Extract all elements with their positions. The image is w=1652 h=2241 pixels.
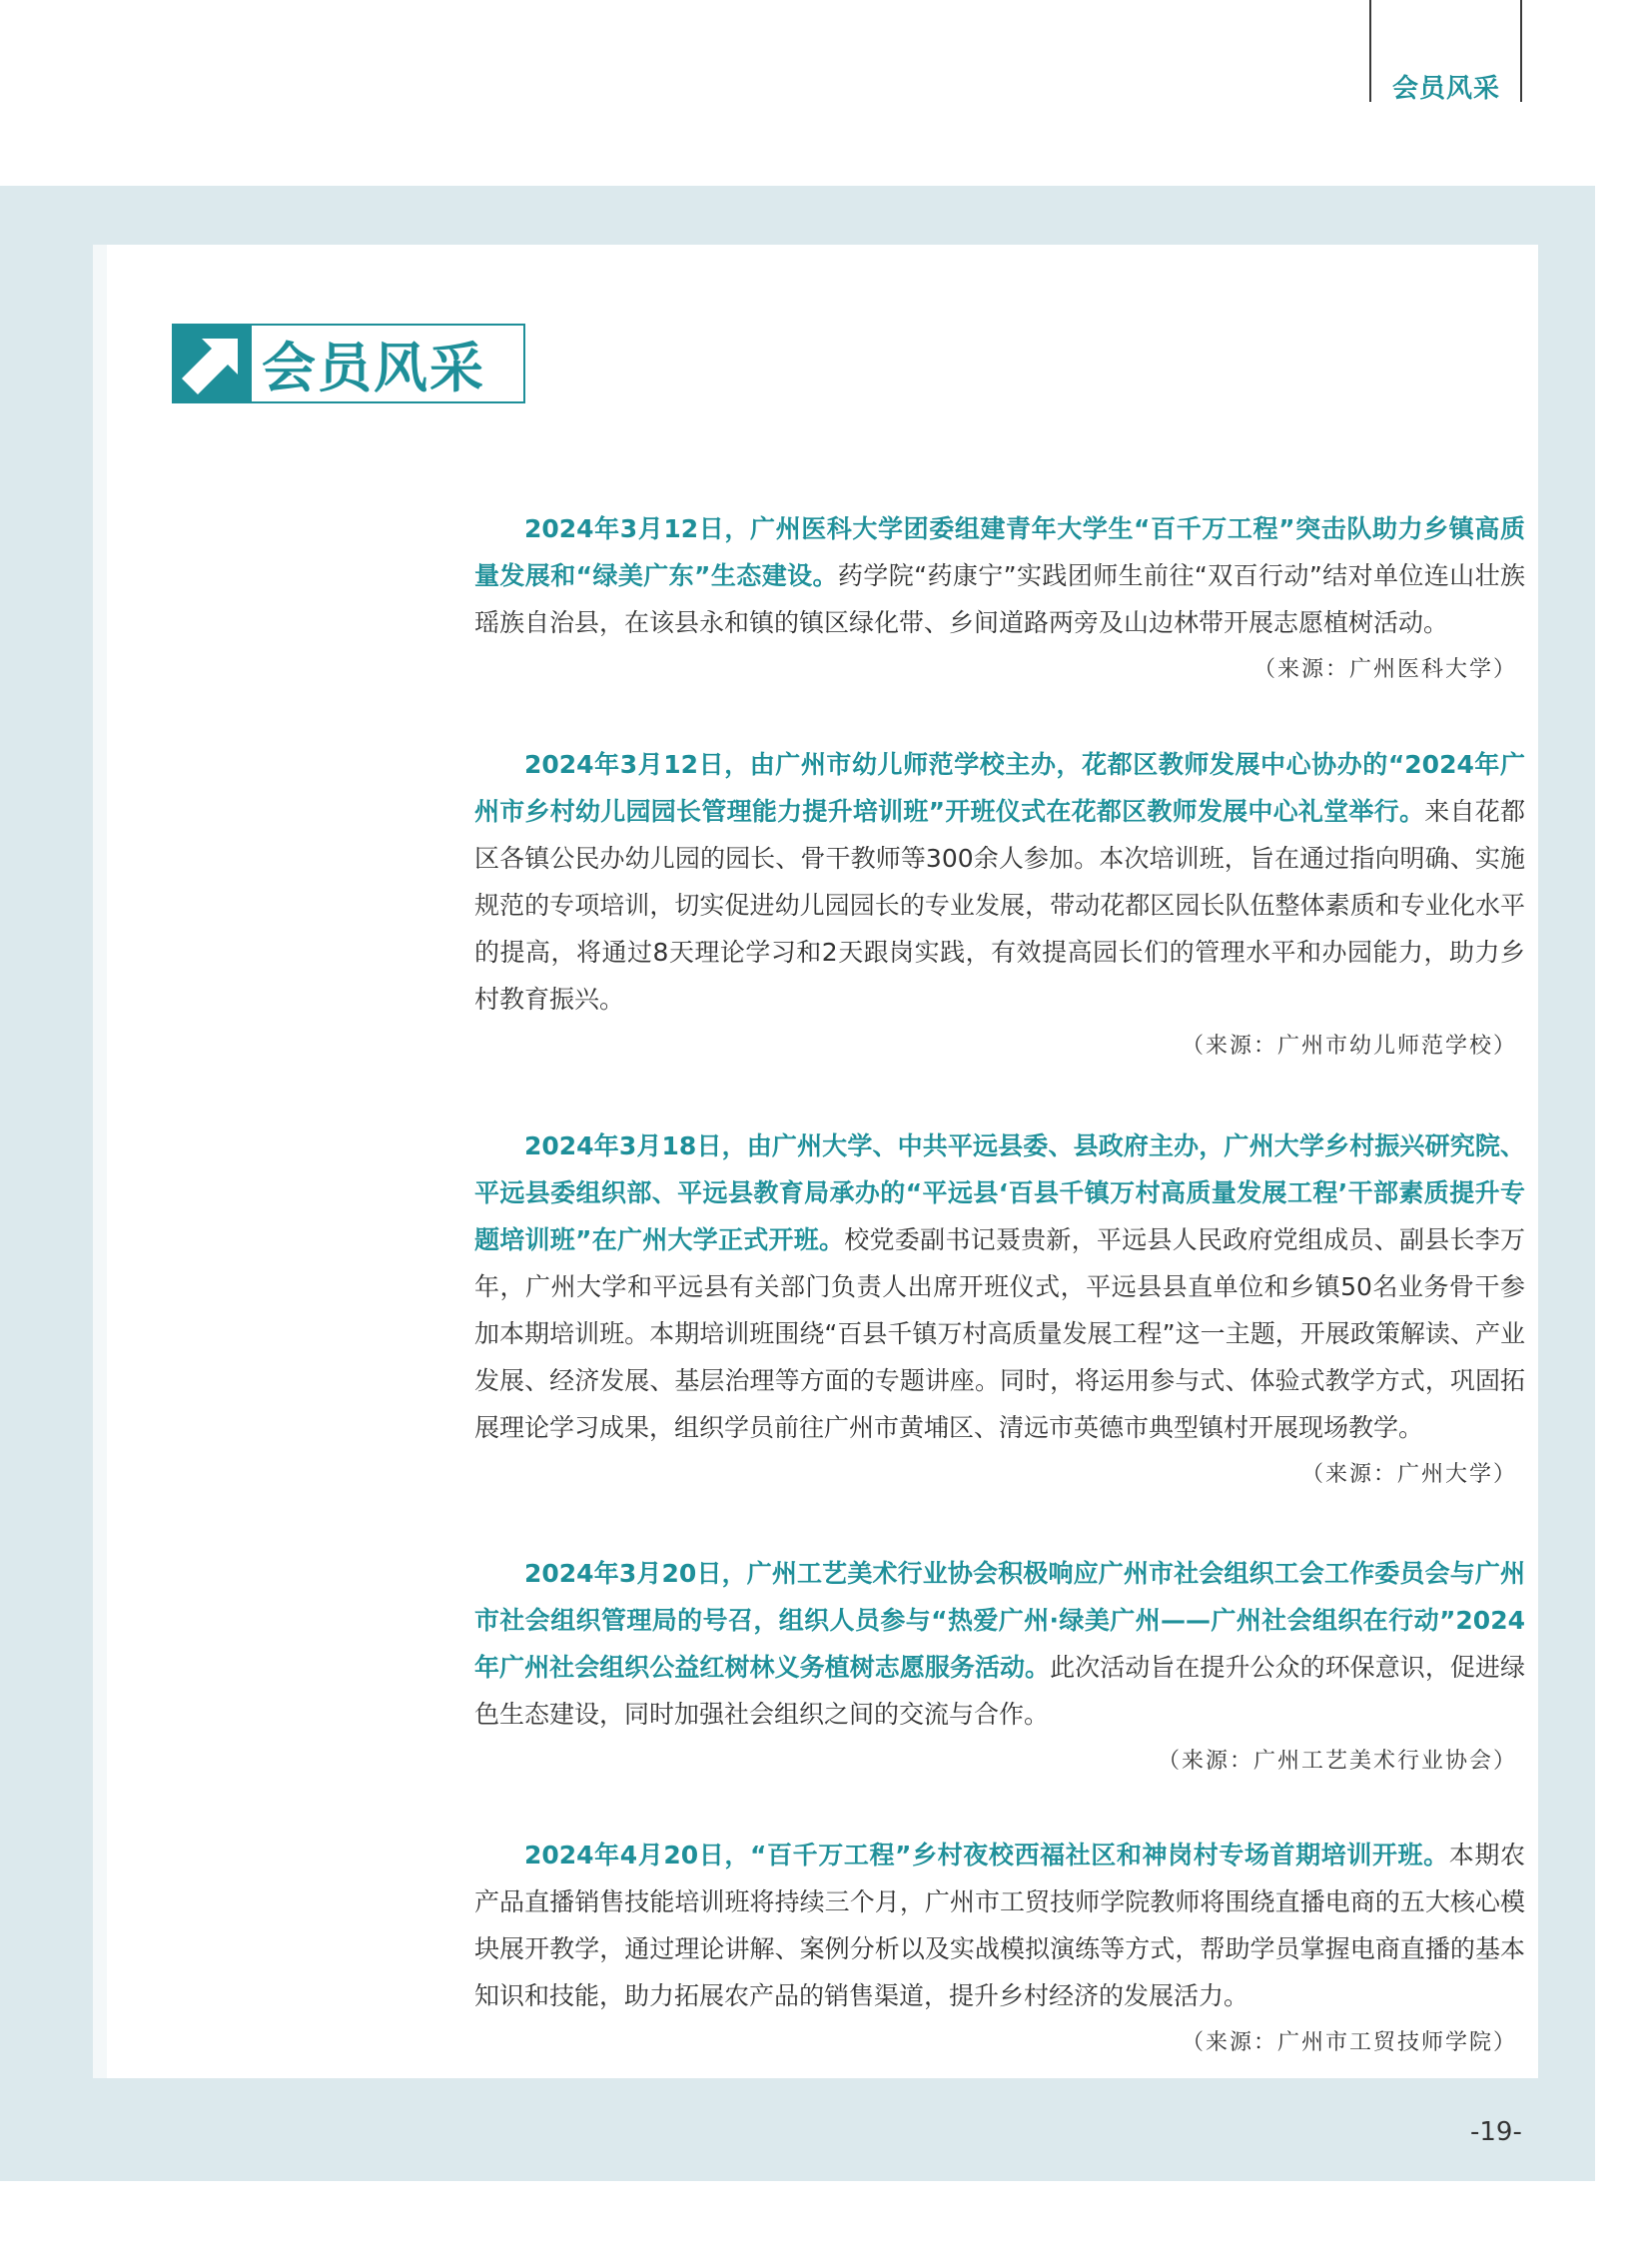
- news-item-source: （来源：广州工艺美术行业协会）: [1157, 1749, 1517, 1774]
- news-item-body: 本期农产品直播销售技能培训班将持续三个月，广州市工贸技师学院教师将围绕直播电商的五大核心模块展开教学，通过理论讲解、案例分析以及实战模拟演练等方式，帮助学员掌握电商直播的基本知识和技能，助力拓展农产品的销售渠道，提升乡村经济的发展活力。: [474, 1841, 1525, 2010]
- news-item-source: （来源：广州市工贸技师学院）: [1181, 2030, 1517, 2055]
- panel-left-strip: [93, 245, 107, 2078]
- news-item-body: 来自花都区各镇公民办幼儿园的园长、骨干教师等300余人参加。本次培训班，旨在通过指向明确、实施规范的专项培训，切实促进幼儿园园长的专业发展，带动花都区园长队伍整体素质和专业化水平的提高，将通过8天理论学习和2天跟岗实践，有效提高园长们的管理水平和办园能力，助力乡村教育振兴。: [474, 797, 1525, 1014]
- header-divider-left: [1369, 0, 1371, 102]
- news-item-headline: 2024年3月20日，广州工艺美术行业协会积极响应广州市社会组织工会工作委员会与广州市社会组织管理局的号召，组织人员参与“热爱广州·绿美广州——广州社会组织在行动”2024年广州社会组织公益红树林义务植树志愿服务活动。: [474, 1559, 1525, 1682]
- news-item-4: [474, 1550, 1525, 1782]
- section-tag: [172, 324, 525, 403]
- news-item-text: [474, 741, 1525, 1023]
- news-item-1: [474, 505, 1525, 690]
- news-item-2: [474, 741, 1525, 1067]
- news-item-text: [474, 505, 1525, 646]
- news-item-body: 药学院“药康宁”实践团师生前往“双百行动”结对单位连山壮族瑶族自治县，在该县永和镇的镇区绿化带、乡间道路两旁及山边林带开展志愿植树活动。: [474, 561, 1525, 637]
- news-item-text: [474, 1832, 1525, 2019]
- news-item-headline: 2024年3月12日，由广州市幼儿师范学校主办，花都区教师发展中心协办的“2024年广州市乡村幼儿园园长管理能力提升培训班”开班仪式在花都区教师发展中心礼堂举行。: [474, 750, 1525, 826]
- header-section-title: 会员风采: [1391, 74, 1500, 104]
- news-item-5: [474, 1832, 1525, 2063]
- news-item-text: [474, 1550, 1525, 1738]
- news-item-source: （来源：广州大学）: [1300, 1462, 1517, 1487]
- news-item-source: （来源：广州市幼儿师范学校）: [1181, 1034, 1517, 1059]
- section-tag-label: 会员风采: [262, 336, 485, 399]
- news-item-headline: 2024年3月12日，广州医科大学团委组建青年大学生“百千万工程”突击队助力乡镇高质量发展和“绿美广东”生态建设。: [474, 514, 1525, 590]
- news-item-body: 此次活动旨在提升公众的环保意识，促进绿色生态建设，同时加强社会组织之间的交流与合作。: [474, 1653, 1525, 1729]
- news-item-3: [474, 1122, 1525, 1495]
- header-divider-right: [1520, 0, 1522, 102]
- news-item-headline: 2024年4月20日，“百千万工程”乡村夜校西福社区和神岗村专场首期培训开班。: [524, 1841, 1449, 1869]
- arrow-up-right-icon: [174, 326, 252, 401]
- page-number: -19-: [1470, 2117, 1522, 2147]
- news-item-text: [474, 1122, 1525, 1451]
- news-item-source: （来源：广州医科大学）: [1252, 657, 1517, 682]
- news-item-headline: 2024年3月18日，由广州大学、中共平远县委、县政府主办，广州大学乡村振兴研究院、平远县委组织部、平远县教育局承办的“平远县‘百县千镇万村高质量发展工程’干部素质提升专题培训班”在广州大学正式开班。: [474, 1131, 1525, 1254]
- news-item-body: 校党委副书记聂贵新，平远县人民政府党组成员、副县长李万年，广州大学和平远县有关部门负责人出席开班仪式，平远县县直单位和乡镇50名业务骨干参加本期培训班。本期培训班围绕“百县千镇万村高质量发展工程”这一主题，开展政策解读、产业发展、经济发展、基层治理等方面的专题讲座。同时，将运用参与式、体验式教学方式，巩固拓展理论学习成果，组织学员前往广州市黄埔区、清远市英德市典型镇村开展现场教学。: [474, 1225, 1525, 1442]
